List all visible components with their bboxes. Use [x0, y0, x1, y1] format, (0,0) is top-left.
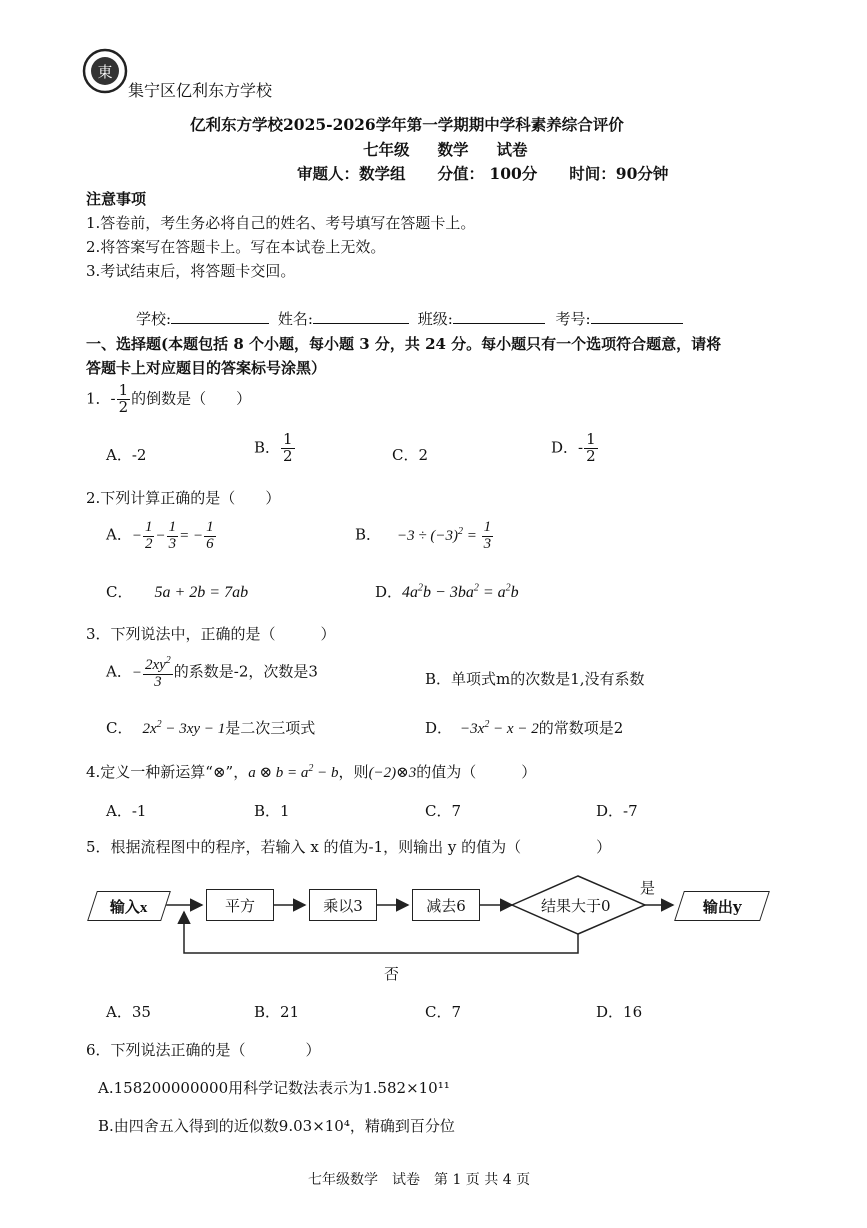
q6-option-b[interactable]: B.由四舍五入得到的近似数9.03×10⁴，精确到百分位	[98, 1117, 455, 1135]
exam-no-field-label: 考号:	[555, 310, 591, 328]
page-footer: 七年级数学 试卷 第 1 页 共 4 页	[308, 1172, 531, 1188]
q5-option-c[interactable]: C．7	[425, 1003, 462, 1021]
class-field-label: 班级:	[417, 310, 453, 328]
q3-option-c[interactable]: C． $2x^2 - 3xy - 1$是二次三项式	[106, 719, 316, 737]
q3-option-b[interactable]: B．单项式m的次数是1,没有系数	[425, 670, 645, 688]
exam-meta: 审题人：数学组 分值： 100分 时间：90分钟	[297, 164, 669, 183]
q1-option-d[interactable]: D．- $\frac{1}{2}$	[551, 430, 596, 465]
question-2: 2.下列计算正确的是（ ）	[86, 489, 281, 507]
q4-option-d[interactable]: D．-7	[596, 802, 638, 820]
section-heading-cont: 答题卡上对应题目的答案标号涂黑）	[86, 359, 327, 377]
exam-subtitle: 七年级 数学 试卷	[363, 140, 528, 159]
section-heading: 一、选择题(本题包括 8 个小题，每小题 3 分，共 24 分。每小题只有一个选项符合题意，请将	[86, 335, 722, 353]
q4-option-b[interactable]: B．1	[254, 802, 290, 820]
q2-option-c[interactable]: C． 5a + 2b = 7ab	[106, 583, 249, 601]
question-4: 4.定义一种新运算“⊗”，a ⊗ $b = a^2 - b$，则(−2)⊗3的值为（ ）	[86, 763, 537, 781]
school-field-label: 学校:	[136, 310, 172, 328]
q5-option-a[interactable]: A．35	[106, 1003, 151, 1021]
exam-title: 亿利东方学校2025-2026学年第一学期期中学科素养综合评价	[190, 115, 624, 134]
q1-option-a[interactable]: A．-2	[106, 446, 147, 464]
note-item: 2.将答案写在答题卡上。写在本试卷上无效。	[86, 238, 386, 256]
question-6: 6．下列说法正确的是（ ）	[86, 1041, 321, 1059]
q4-option-c[interactable]: C．7	[425, 802, 462, 820]
q5-option-b[interactable]: B．21	[254, 1003, 300, 1021]
name-field-label: 姓名:	[277, 310, 313, 328]
q1-option-c[interactable]: C．2	[392, 446, 429, 464]
flow-decision-label: 结果大于0	[541, 897, 611, 915]
note-item: 3.考试结束后，将答题卡交回。	[86, 262, 296, 280]
flow-no-label: 否	[384, 965, 400, 983]
flow-yes-label: 是	[640, 879, 656, 897]
question-3: 3．下列说法中，正确的是（ ）	[86, 625, 336, 643]
q2-option-d[interactable]: D．$4a^2b - 3ba^2 = a^2b$	[375, 582, 519, 601]
question-1: 1．- $\frac{1}{2}$ 的倒数是（ ）	[86, 381, 252, 416]
school-name: 集宁区亿利东方学校	[128, 81, 273, 100]
q3-option-d[interactable]: D． $-3x^2 - x - 2$的常数项是2	[425, 719, 624, 737]
flow-square-box: 平方	[206, 889, 274, 921]
svg-text:東: 東	[97, 63, 113, 81]
flow-mult3-box: 乘以3	[309, 889, 377, 921]
q4-option-a[interactable]: A．-1	[106, 802, 147, 820]
note-item: 1.答卷前，考生务必将自己的姓名、考号填写在答题卡上。	[86, 214, 476, 232]
question-5: 5．根据流程图中的程序，若输入 x 的值为-1，则输出 y 的值为（ ）	[86, 838, 612, 856]
q2-option-a[interactable]: A．− $\frac{1}{2}$ − $\frac{1}{3}$ = − $\frac{1}{6}$	[106, 519, 214, 552]
q6-option-a[interactable]: A.158200000000用科学记数法表示为1.582×10¹¹	[98, 1079, 450, 1097]
flow-output-box: 输出y	[674, 891, 770, 921]
q5-option-d[interactable]: D．16	[596, 1003, 643, 1021]
q2-option-b[interactable]: B． $-3 \div (-3)^2$ = $\frac{1}{3}$	[355, 519, 492, 552]
flow-minus6-box: 减去6	[412, 889, 480, 921]
q1-option-b[interactable]: B． $\frac{1}{2}$	[254, 430, 293, 465]
notes-heading: 注意事项	[86, 190, 147, 208]
q3-option-a[interactable]: A．− $\frac{2xy^2}{3}$ 的系数是-2，次数是3	[106, 655, 318, 690]
flow-input-box: 输入x	[87, 891, 171, 921]
